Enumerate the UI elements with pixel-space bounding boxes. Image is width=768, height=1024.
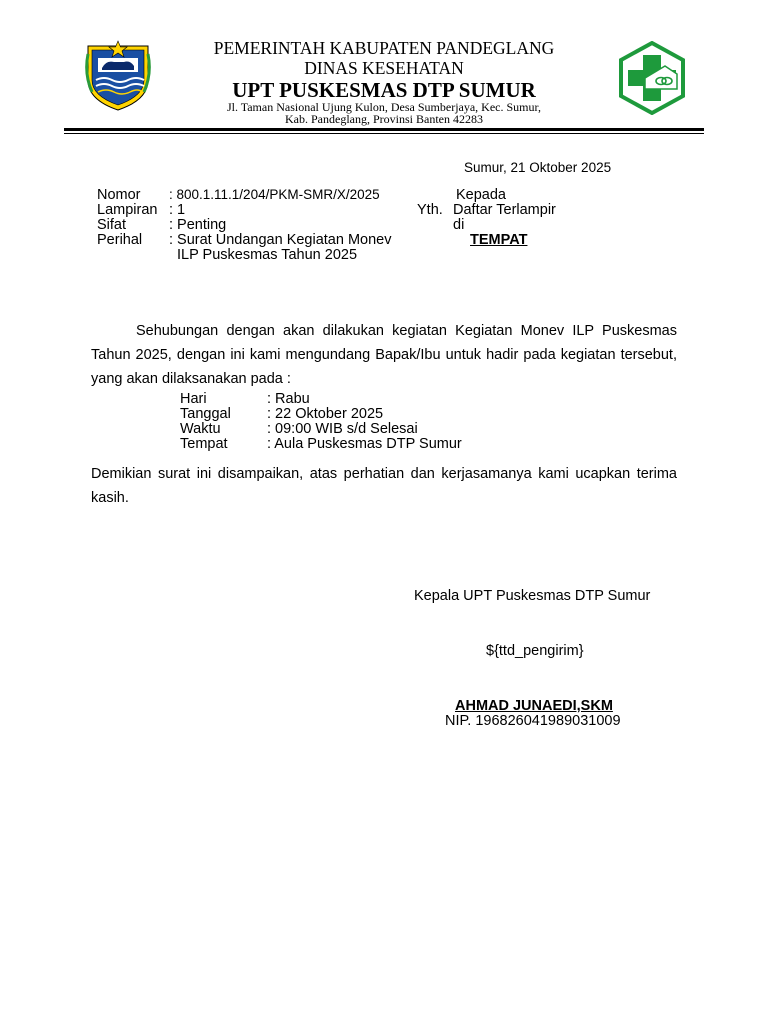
lampiran-value: : 1 xyxy=(169,202,186,218)
opening-first-line: Sehubungan dengan akan dilakukan kegiatan Kegiatan Monev ILP Puskesmas xyxy=(136,323,677,339)
kop-institution: UPT PUSKESMAS DTP SUMUR xyxy=(232,78,536,102)
recipient-name: Daftar Terlampir xyxy=(453,202,556,218)
signatory-nip: NIP. 196826041989031009 xyxy=(445,713,621,729)
sifat-value: : Penting xyxy=(169,217,227,233)
nomor-value: : 800.1.11.1/204/PKM-SMR/X/2025 xyxy=(169,187,380,202)
kop-address-line-2: Kab. Pandeglang, Provinsi Banten 42283 xyxy=(285,112,483,126)
schedule-place-value: : Aula Puskesmas DTP Sumur xyxy=(267,436,462,452)
perihal-value-continued: ILP Puskesmas Tahun 2025 xyxy=(177,247,358,263)
kop-government: PEMERINTAH KABUPATEN PANDEGLANG xyxy=(213,38,555,58)
kop-divider-thin xyxy=(64,133,704,134)
nomor-label: Nomor xyxy=(97,187,141,203)
perihal-value: : Surat Undangan Kegiatan Monev xyxy=(169,232,392,248)
signatory-name: AHMAD JUNAEDI,SKM xyxy=(455,698,613,714)
schedule-time-value: : 09:00 WIB s/d Selesai xyxy=(267,421,418,437)
recipient-yth: Yth. xyxy=(417,202,443,218)
signature-title: Kepala UPT Puskesmas DTP Sumur xyxy=(414,588,651,604)
schedule-date-value: : 22 Oktober 2025 xyxy=(267,406,384,422)
schedule-day-value: : Rabu xyxy=(267,391,310,407)
recipient-di: di xyxy=(453,217,465,233)
kop-address-line-1: Jl. Taman Nasional Ujung Kulon, Desa Sumberjaya, Kec. Sumur, xyxy=(226,100,542,114)
schedule-time-label: Waktu xyxy=(180,421,221,437)
opening-paragraph xyxy=(91,319,677,391)
kop-divider-thick xyxy=(64,128,704,131)
letter-date: Sumur, 21 Oktober 2025 xyxy=(464,160,612,175)
recipient-kepada: Kepada xyxy=(456,187,506,203)
kop-department: DINAS KESEHATAN xyxy=(304,58,464,78)
opening-rest: Tahun 2025, dengan ini kami mengundang Bapak/Ibu untuk hadir pada kegiatan tersebut, yang akan dilaksanakan pada : xyxy=(91,347,677,387)
schedule-date-label: Tanggal xyxy=(180,406,231,422)
closing-paragraph: Demikian surat ini disampaikan, atas perhatian dan kerjasamanya kami ucapkan terima kasih. xyxy=(91,466,677,506)
lampiran-label: Lampiran xyxy=(97,202,158,218)
schedule-day-label: Hari xyxy=(180,391,207,407)
schedule-place-label: Tempat xyxy=(180,436,228,452)
sifat-label: Sifat xyxy=(97,217,127,233)
perihal-label: Perihal xyxy=(97,232,143,248)
recipient-tempat: TEMPAT xyxy=(470,232,528,248)
signature-placeholder: ${ttd_pengirim} xyxy=(486,643,584,659)
